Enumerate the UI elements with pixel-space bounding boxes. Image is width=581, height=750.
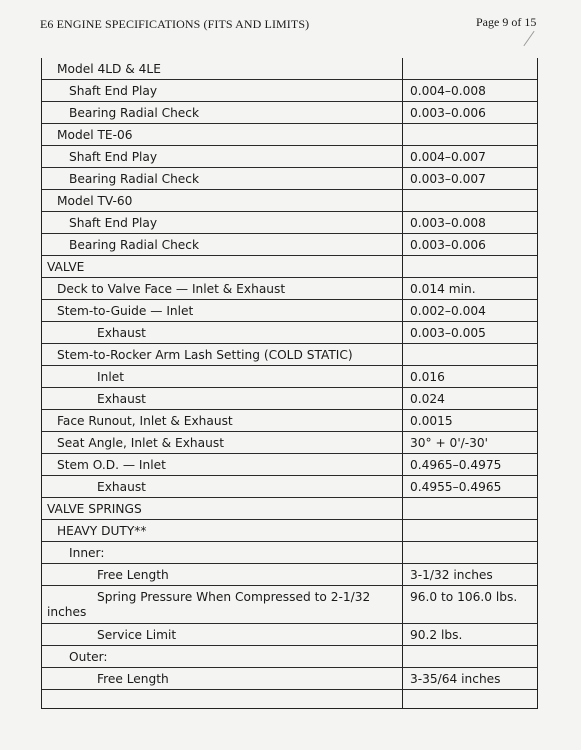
table-row (42, 624, 537, 646)
table-row (42, 542, 537, 564)
row-label: Shaft End Play (69, 84, 158, 98)
row-label: Seat Angle, Inlet & Exhaust (57, 436, 224, 450)
row-value (402, 520, 530, 541)
table-row-empty (42, 690, 537, 708)
row-value: 0.004–0.008 (402, 80, 530, 101)
row-value: 0.003–0.006 (402, 234, 530, 255)
row-value: 0.024 (402, 388, 530, 409)
row-label: Bearing Radial Check (69, 172, 200, 186)
row-label: Face Runout, Inlet & Exhaust (57, 414, 233, 428)
table-row (42, 646, 537, 668)
row-value: 0.016 (402, 366, 530, 387)
table-row (42, 146, 537, 168)
row-value: 0.4965–0.4975 (402, 454, 530, 475)
row-value: 0.003–0.006 (402, 102, 530, 123)
row-value-empty (402, 690, 530, 708)
table-row (42, 58, 537, 80)
row-value: 0.0015 (402, 410, 530, 431)
table-row (42, 190, 537, 212)
table-row (42, 124, 537, 146)
row-label: Exhaust (97, 326, 146, 340)
row-label: Model TV-60 (57, 194, 133, 208)
row-label: Model 4LD & 4LE (57, 62, 161, 76)
row-label: Exhaust (97, 392, 146, 406)
row-value (402, 124, 530, 145)
row-label: Deck to Valve Face — Inlet & Exhaust (57, 282, 286, 296)
table-row (42, 322, 537, 344)
table-row (42, 234, 537, 256)
row-label: VALVE SPRINGS (47, 502, 142, 516)
row-label: Shaft End Play (69, 216, 158, 230)
row-value (402, 344, 530, 365)
row-label: Free Length (97, 672, 169, 686)
row-label: Stem O.D. — Inlet (57, 458, 166, 472)
table-row (42, 410, 537, 432)
table-row (42, 476, 537, 498)
row-value: 90.2 lbs. (402, 624, 530, 645)
row-label: Bearing Radial Check (69, 238, 200, 252)
row-label: HEAVY DUTY** (57, 524, 147, 538)
row-label: Stem-to-Rocker Arm Lash Setting (COLD STATIC) (57, 348, 353, 362)
row-label: Outer: (69, 650, 108, 664)
row-value: 30° + 0'/-30' (402, 432, 530, 453)
row-value: 0.014 min. (402, 278, 530, 299)
row-label: VALVE (47, 260, 85, 274)
row-value (402, 58, 530, 79)
document-title: E6 ENGINE SPECIFICATIONS (FITS AND LIMITS) (40, 17, 310, 31)
row-label: Spring Pressure When Compressed to 2-1/32 inches (47, 590, 371, 619)
row-value (402, 646, 530, 667)
row-value (402, 256, 530, 277)
row-value: 0.002–0.004 (402, 300, 530, 321)
table-row (42, 520, 537, 542)
row-label: Model TE-06 (57, 128, 133, 142)
table-row (42, 168, 537, 190)
row-value (402, 498, 530, 519)
pen-mark (523, 31, 534, 46)
table-row (42, 586, 537, 624)
table-row (42, 278, 537, 300)
row-value: 0.003–0.007 (402, 168, 530, 189)
row-label: Service Limit (97, 628, 177, 642)
spec-table (41, 58, 538, 709)
row-label: Stem-to-Guide — Inlet (57, 304, 194, 318)
table-row (42, 564, 537, 586)
table-row (42, 366, 537, 388)
table-row (42, 80, 537, 102)
row-value: 3-1/32 inches (402, 564, 530, 585)
row-label: Inner: (69, 546, 105, 560)
row-value: 0.4955–0.4965 (402, 476, 530, 497)
table-row (42, 212, 537, 234)
table-row (42, 300, 537, 322)
row-value (402, 190, 530, 211)
table-row (42, 668, 537, 690)
row-value: 0.003–0.005 (402, 322, 530, 343)
row-value: 0.003–0.008 (402, 212, 530, 233)
row-value (402, 542, 530, 563)
row-label: Bearing Radial Check (69, 106, 200, 120)
row-label: Shaft End Play (69, 150, 158, 164)
row-value: 0.004–0.007 (402, 146, 530, 167)
table-row (42, 388, 537, 410)
page-number: Page 9 of 15 (476, 15, 537, 29)
row-value: 3-35/64 inches (402, 668, 530, 689)
table-row (42, 432, 537, 454)
row-value: 96.0 to 106.0 lbs. (402, 586, 530, 623)
row-label: Free Length (97, 568, 169, 582)
table-row (42, 256, 537, 278)
table-row (42, 454, 537, 476)
table-row (42, 498, 537, 520)
row-label: Exhaust (97, 480, 146, 494)
table-row (42, 344, 537, 366)
table-row (42, 102, 537, 124)
row-label: Inlet (97, 370, 124, 384)
